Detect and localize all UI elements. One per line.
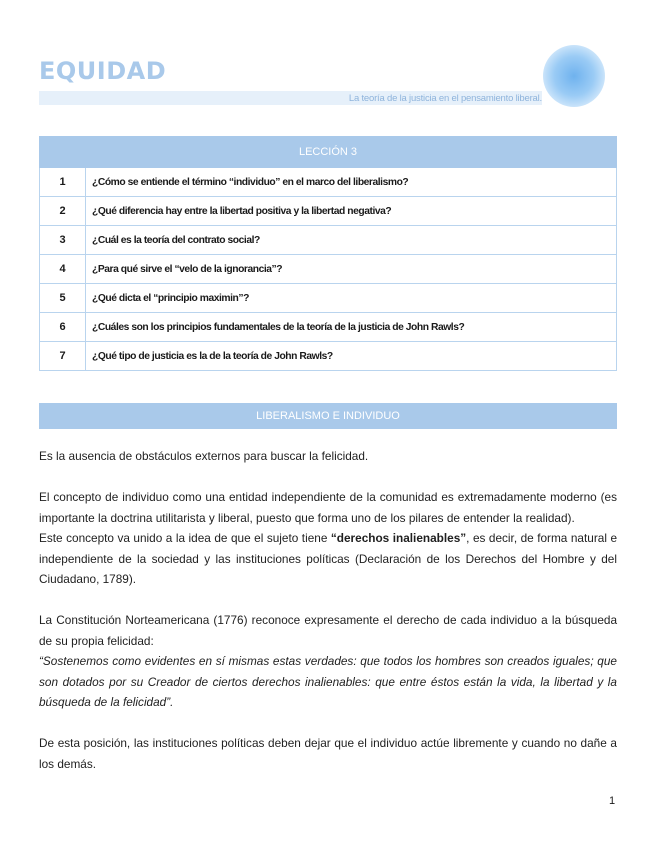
- section-heading: LIBERALISMO E INDIVIDUO: [39, 403, 617, 429]
- paragraph-text: , es decir, de forma natural e independiente de la sociedad y las instituciones políticas (Declaración de los Derechos del Hombre y del Ciudadano, 1789).: [39, 531, 618, 586]
- question-number: 7: [40, 342, 86, 371]
- lesson-questions-table: [39, 136, 617, 371]
- question-text: ¿Qué dicta el “principio maximin”?: [86, 284, 617, 313]
- paragraph: Es la ausencia de obstáculos externos para buscar la felicidad.: [39, 449, 369, 463]
- page-title: EQUIDAD: [39, 57, 167, 85]
- question-text: ¿Qué tipo de justicia es la de la teoría de John Rawls?: [86, 342, 617, 371]
- question-number: 4: [40, 255, 86, 284]
- table-row: [40, 342, 617, 371]
- paragraph: [39, 528, 617, 590]
- paragraph: El concepto de individuo como una entidad independiente de la comunidad es extremadamente moderno (es importante la doctrina utilitarista y liberal, puesto que forma uno de los pilares de entender la realidad).: [39, 490, 617, 525]
- paragraph: De esta posición, las instituciones políticas deben dejar que el individuo actúe libremente y cuando no dañe a los demás.: [39, 736, 617, 771]
- table-row: [40, 255, 617, 284]
- question-number: 2: [40, 197, 86, 226]
- quote-text: “Sostenemos como evidentes en sí mismas estas verdades: que todos los hombres son creados iguales; que son dotados por su Creador de ciertos derechos inalienables: que entre éstos están la vida, la libertad y la búsqueda de la felicidad”.: [39, 654, 617, 709]
- page-subtitle: La teoría de la justicia en el pensamiento liberal.: [348, 93, 542, 104]
- question-number: 3: [40, 226, 86, 255]
- question-text: ¿Para qué sirve el “velo de la ignorancia”?: [86, 255, 617, 284]
- lesson-heading: LECCIÓN 3: [40, 137, 617, 168]
- question-text: ¿Cuál es la teoría del contrato social?: [86, 226, 617, 255]
- section-body: [39, 446, 617, 774]
- question-number: 5: [40, 284, 86, 313]
- page-number: 1: [609, 795, 616, 807]
- paragraph: La Constitución Norteamericana (1776) reconoce expresamente el derecho de cada individuo a la búsqueda de su propia felicidad:: [39, 613, 617, 648]
- question-text: ¿Qué diferencia hay entre la libertad positiva y la libertad negativa?: [86, 197, 617, 226]
- table-row: [40, 284, 617, 313]
- question-text: ¿Cuáles son los principios fundamentales de la teoría de la justicia de John Rawls?: [86, 313, 617, 342]
- question-number: 6: [40, 313, 86, 342]
- bold-term: “derechos inalienables”: [330, 531, 467, 545]
- table-row: [40, 313, 617, 342]
- quote: [39, 651, 617, 713]
- table-row: [40, 226, 617, 255]
- table-row: [40, 197, 617, 226]
- question-number: 1: [40, 168, 86, 197]
- paragraph-text: Este concepto va unido a la idea de que el sujeto tiene: [39, 531, 331, 545]
- question-text: ¿Cómo se entiende el término “individuo” en el marco del liberalismo?: [86, 168, 617, 197]
- decorative-circle: [543, 45, 605, 107]
- table-row: [40, 168, 617, 197]
